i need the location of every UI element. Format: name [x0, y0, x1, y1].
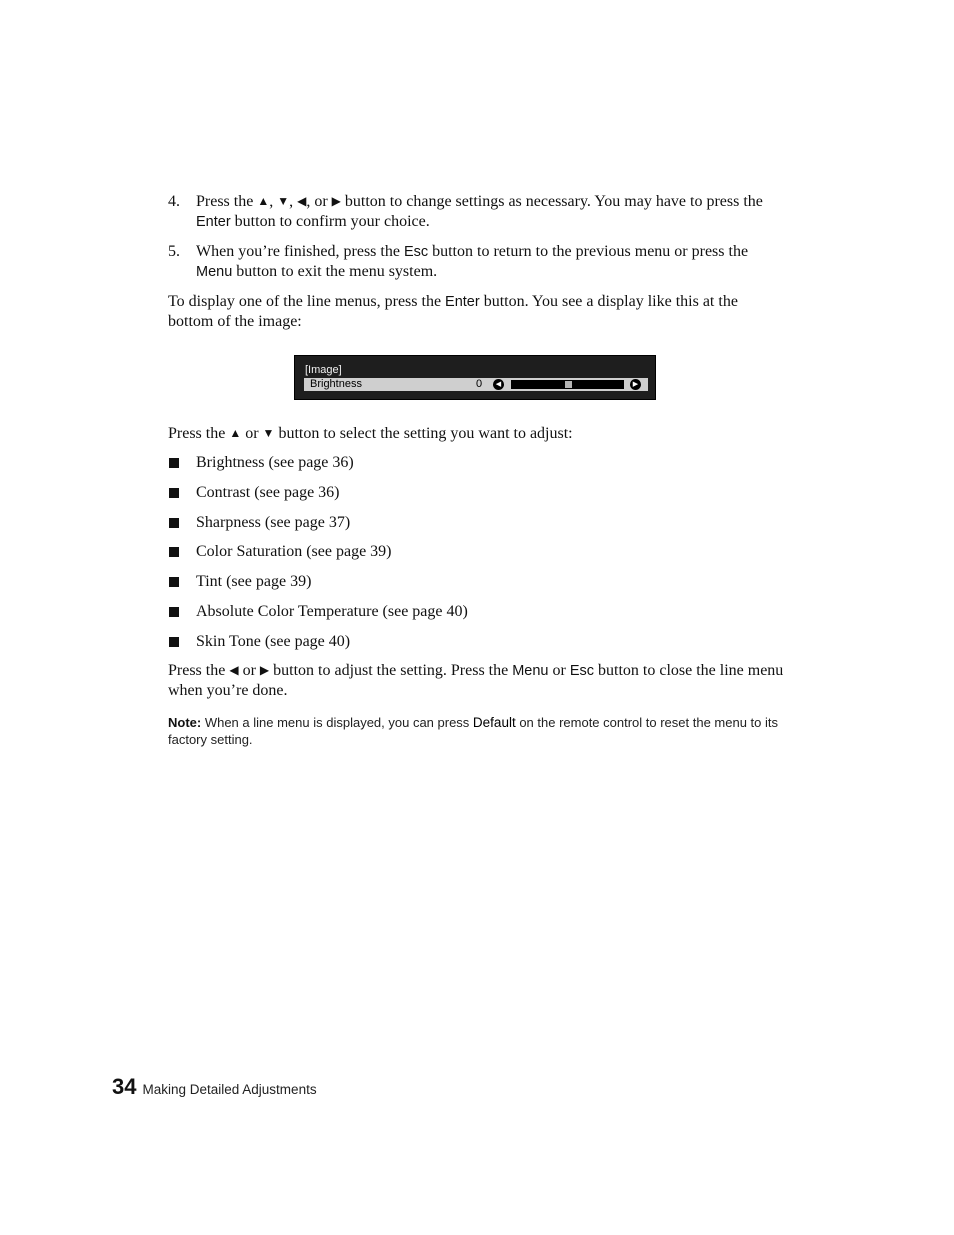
adjust-instruction: Press the ◀ or ▶ button to adjust the setting. Press the Menu or Esc button to close the line menu when you’re done. [168, 662, 784, 699]
brightness-slider-track [511, 380, 624, 389]
note-label: Note: [168, 715, 202, 730]
up-arrow-icon: ▲ [229, 426, 242, 440]
line-menu-display [294, 355, 656, 400]
bullet-square-icon [169, 607, 179, 617]
menu-key-label: Menu [196, 264, 233, 280]
line-menu-title: [Image] [305, 364, 342, 376]
down-arrow-icon: ▼ [262, 426, 275, 440]
step-text: Press the ▲, ▼, ◀, or ▶ button to change settings as necessary. You may have to press the Enter button to confirm your choice. [196, 193, 763, 230]
default-key-label: Default [472, 715, 516, 730]
page-number: 34 [112, 1074, 137, 1099]
note: Note: When a line menu is displayed, you can press Default on the remote control to reset the menu to its factory setting. [168, 715, 779, 747]
step-5 [168, 242, 788, 282]
list-item: Color Saturation (see page 39) [168, 542, 788, 572]
right-arrow-icon: ▶ [331, 194, 341, 208]
intro-paragraph: To display one of the line menus, press the Enter button. You see a display like this at the bottom of the image: [168, 293, 738, 330]
enter-key-label: Enter [196, 214, 231, 230]
esc-key-label: Esc [403, 244, 429, 260]
bullet-square-icon [169, 518, 179, 528]
step-number: 4. [168, 193, 180, 210]
brightness-row [304, 378, 648, 391]
list-item: Brightness (see page 36) [168, 453, 788, 483]
step-text: When you’re finished, press the Esc button to return to the previous menu or press the Menu button to exit the menu system. [196, 243, 749, 280]
bullet-square-icon [169, 637, 179, 647]
bullet-square-icon [169, 458, 179, 468]
step-number: 5. [168, 243, 180, 260]
list-item: Skin Tone (see page 40) [168, 632, 788, 662]
page-footer [112, 1074, 317, 1100]
down-arrow-icon: ▼ [277, 194, 290, 208]
list-item: Absolute Color Temperature (see page 40) [168, 602, 788, 632]
list-item: Tint (see page 39) [168, 572, 788, 602]
brightness-label: Brightness [310, 378, 362, 390]
brightness-slider-thumb [565, 381, 572, 388]
list-item: Contrast (see page 36) [168, 483, 788, 513]
decrease-arrow-icon: ◀ [493, 379, 504, 390]
section-title: Making Detailed Adjustments [142, 1082, 317, 1097]
right-arrow-icon: ▶ [259, 663, 270, 677]
step-4 [168, 192, 788, 232]
enter-key-label: Enter [445, 294, 480, 310]
bullet-square-icon [169, 488, 179, 498]
bullet-square-icon [169, 577, 179, 587]
menu-key-label: Menu [512, 663, 549, 679]
select-instruction: Press the ▲ or ▼ button to select the setting you want to adjust: [168, 425, 573, 442]
esc-key-label: Esc [569, 663, 594, 679]
settings-list [168, 453, 788, 662]
left-arrow-icon: ◀ [297, 194, 307, 208]
up-arrow-icon: ▲ [257, 194, 270, 208]
list-item: Sharpness (see page 37) [168, 513, 788, 543]
increase-arrow-icon: ▶ [630, 379, 641, 390]
left-arrow-icon: ◀ [229, 663, 239, 677]
brightness-value: 0 [476, 378, 483, 390]
bullet-square-icon [169, 547, 179, 557]
